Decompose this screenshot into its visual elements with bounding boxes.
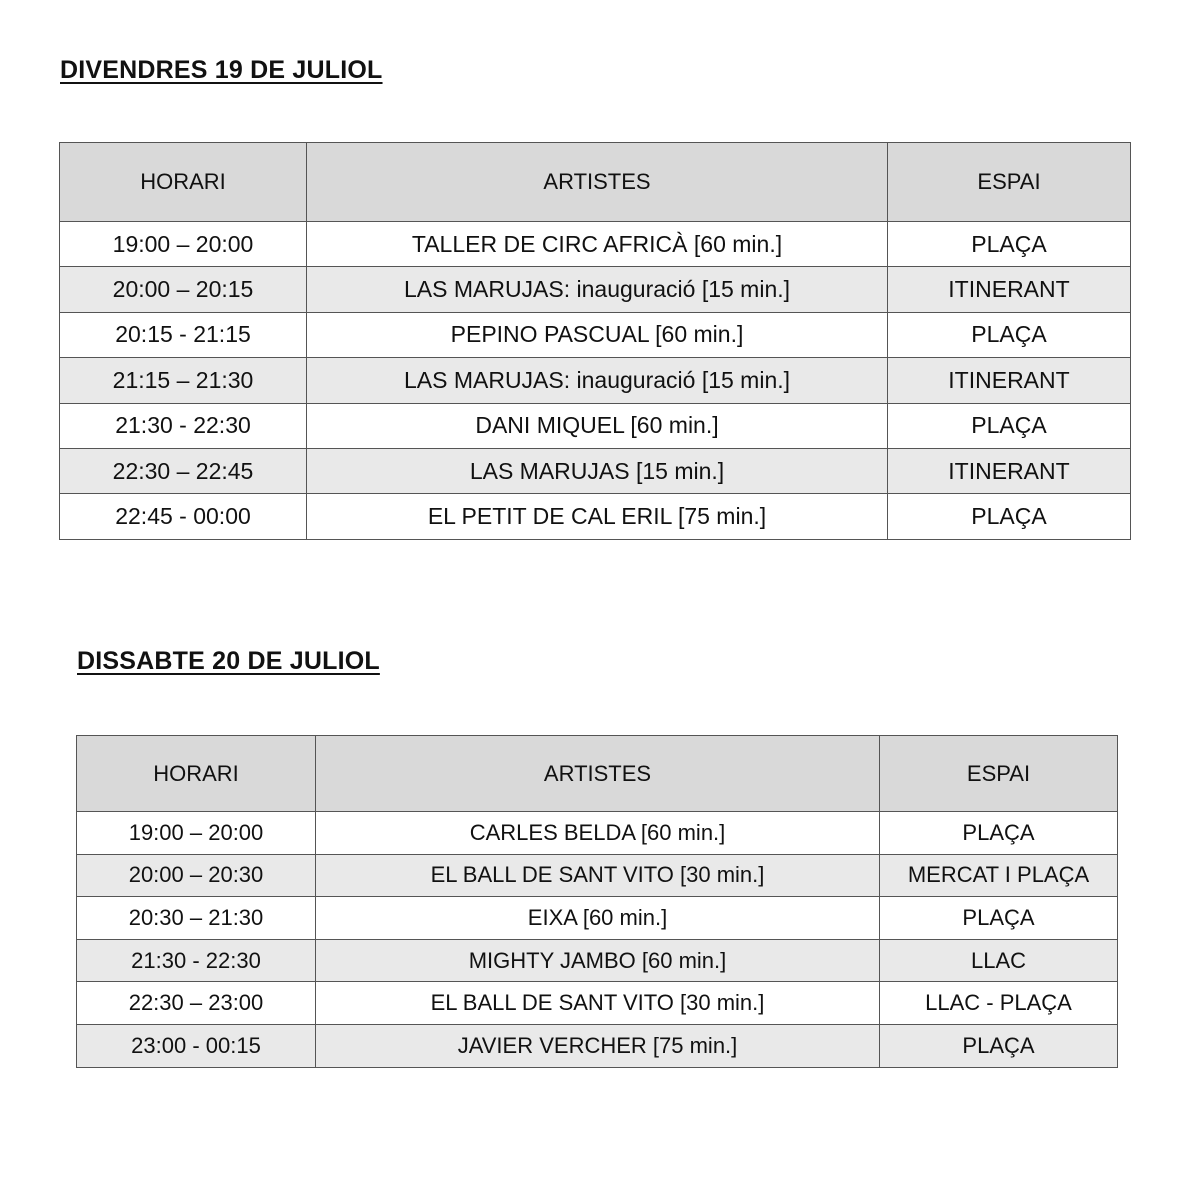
column-header-artists: ARTISTES bbox=[316, 736, 880, 812]
time-cell: 21:30 - 22:30 bbox=[60, 403, 307, 448]
artist-cell: LAS MARUJAS: inauguració [15 min.] bbox=[307, 358, 888, 403]
day-title-friday: DIVENDRES 19 DE JULIOL bbox=[60, 56, 383, 84]
artist-cell: EL BALL DE SANT VITO [30 min.] bbox=[316, 982, 880, 1025]
artist-cell: EL PETIT DE CAL ERIL [75 min.] bbox=[307, 494, 888, 539]
table-row bbox=[60, 403, 1131, 448]
venue-cell: MERCAT I PLAÇA bbox=[880, 854, 1118, 897]
artist-cell: LAS MARUJAS: inauguració [15 min.] bbox=[307, 267, 888, 312]
table-row bbox=[60, 222, 1131, 267]
time-cell: 20:00 – 20:30 bbox=[77, 854, 316, 897]
venue-cell: PLAÇA bbox=[880, 1024, 1118, 1067]
column-header-venue: ESPAI bbox=[880, 736, 1118, 812]
time-cell: 20:15 - 21:15 bbox=[60, 312, 307, 357]
table-row bbox=[77, 812, 1118, 855]
artist-cell: PEPINO PASCUAL [60 min.] bbox=[307, 312, 888, 357]
venue-cell: PLAÇA bbox=[888, 494, 1131, 539]
venue-cell: PLAÇA bbox=[880, 812, 1118, 855]
time-cell: 20:30 – 21:30 bbox=[77, 897, 316, 940]
venue-cell: PLAÇA bbox=[888, 403, 1131, 448]
time-cell: 19:00 – 20:00 bbox=[77, 812, 316, 855]
schedule-table-saturday bbox=[76, 735, 1118, 1068]
table-row bbox=[60, 448, 1131, 493]
time-cell: 19:00 – 20:00 bbox=[60, 222, 307, 267]
table-row bbox=[77, 854, 1118, 897]
venue-cell: PLAÇA bbox=[888, 222, 1131, 267]
table-row bbox=[77, 1024, 1118, 1067]
day-title-saturday: DISSABTE 20 DE JULIOL bbox=[77, 647, 380, 675]
column-header-time: HORARI bbox=[60, 143, 307, 222]
artist-cell: LAS MARUJAS [15 min.] bbox=[307, 448, 888, 493]
table-row bbox=[60, 358, 1131, 403]
table-header-row bbox=[60, 143, 1131, 222]
column-header-artists: ARTISTES bbox=[307, 143, 888, 222]
artist-cell: CARLES BELDA [60 min.] bbox=[316, 812, 880, 855]
artist-cell: TALLER DE CIRC AFRICÀ [60 min.] bbox=[307, 222, 888, 267]
artist-cell: MIGHTY JAMBO [60 min.] bbox=[316, 939, 880, 982]
time-cell: 20:00 – 20:15 bbox=[60, 267, 307, 312]
artist-cell: EL BALL DE SANT VITO [30 min.] bbox=[316, 854, 880, 897]
time-cell: 22:45 - 00:00 bbox=[60, 494, 307, 539]
time-cell: 21:15 – 21:30 bbox=[60, 358, 307, 403]
table-row bbox=[60, 312, 1131, 357]
venue-cell: PLAÇA bbox=[888, 312, 1131, 357]
table-header-row bbox=[77, 736, 1118, 812]
time-cell: 22:30 – 22:45 bbox=[60, 448, 307, 493]
table-row bbox=[77, 939, 1118, 982]
column-header-time: HORARI bbox=[77, 736, 316, 812]
table-row bbox=[60, 267, 1131, 312]
venue-cell: LLAC - PLAÇA bbox=[880, 982, 1118, 1025]
venue-cell: ITINERANT bbox=[888, 448, 1131, 493]
venue-cell: PLAÇA bbox=[880, 897, 1118, 940]
time-cell: 23:00 - 00:15 bbox=[77, 1024, 316, 1067]
venue-cell: LLAC bbox=[880, 939, 1118, 982]
table-row bbox=[60, 494, 1131, 539]
artist-cell: JAVIER VERCHER [75 min.] bbox=[316, 1024, 880, 1067]
schedule-table-friday bbox=[59, 142, 1131, 540]
time-cell: 21:30 - 22:30 bbox=[77, 939, 316, 982]
column-header-venue: ESPAI bbox=[888, 143, 1131, 222]
venue-cell: ITINERANT bbox=[888, 358, 1131, 403]
time-cell: 22:30 – 23:00 bbox=[77, 982, 316, 1025]
table-row bbox=[77, 897, 1118, 940]
artist-cell: EIXA [60 min.] bbox=[316, 897, 880, 940]
table-row bbox=[77, 982, 1118, 1025]
artist-cell: DANI MIQUEL [60 min.] bbox=[307, 403, 888, 448]
venue-cell: ITINERANT bbox=[888, 267, 1131, 312]
